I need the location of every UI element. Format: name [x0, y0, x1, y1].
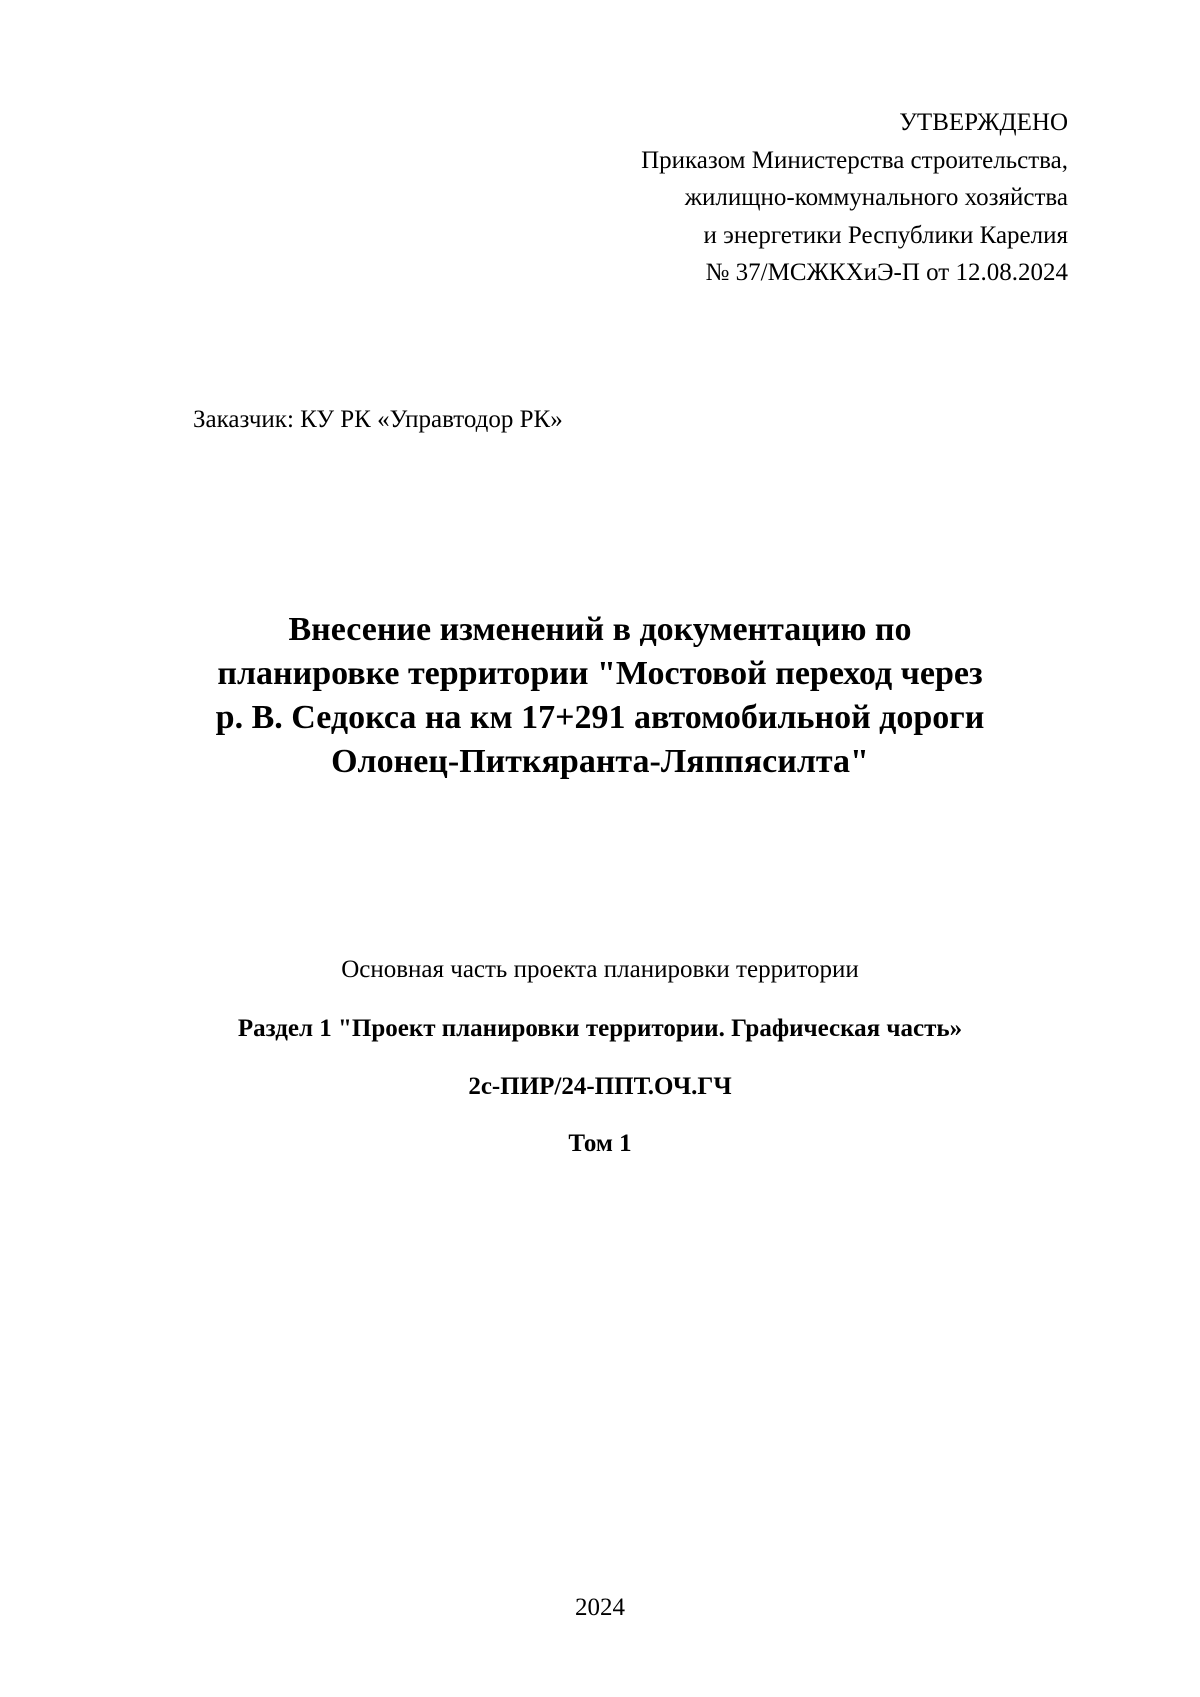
title-line: Внесение изменений в документацию по — [288, 611, 912, 648]
approval-line: жилищно-коммунального хозяйства — [684, 184, 1068, 211]
approval-block — [641, 104, 1068, 292]
approval-line: и энергетики Республики Карелия — [703, 221, 1068, 249]
customer-line: Заказчик: КУ РК «Управтодор РК» — [193, 406, 563, 433]
volume-label: Том 1 — [568, 1130, 632, 1157]
approval-order-number: № 37/МСЖКХиЭ-П от 12.08.2024 — [705, 259, 1068, 286]
title-line: планировке территории "Мостовой переход через — [217, 655, 983, 692]
approval-line: Приказом Министерства строительства, — [641, 146, 1068, 174]
document-code: 2с-ПИР/24-ППТ.ОЧ.ГЧ — [468, 1073, 732, 1100]
document-subtitle: Основная часть проекта планировки территории — [341, 956, 859, 983]
document-year: 2024 — [575, 1594, 625, 1621]
approval-heading: УТВЕРЖДЕНО — [899, 109, 1068, 136]
section-title: Раздел 1 "Проект планировки территории. Графическая часть» — [237, 1015, 963, 1042]
document-title — [0, 608, 1200, 784]
title-line: р. В. Седокса на км 17+291 автомобильной дороги — [215, 699, 985, 736]
title-line: Олонец-Питкяранта-Ляппясилта" — [331, 743, 869, 780]
